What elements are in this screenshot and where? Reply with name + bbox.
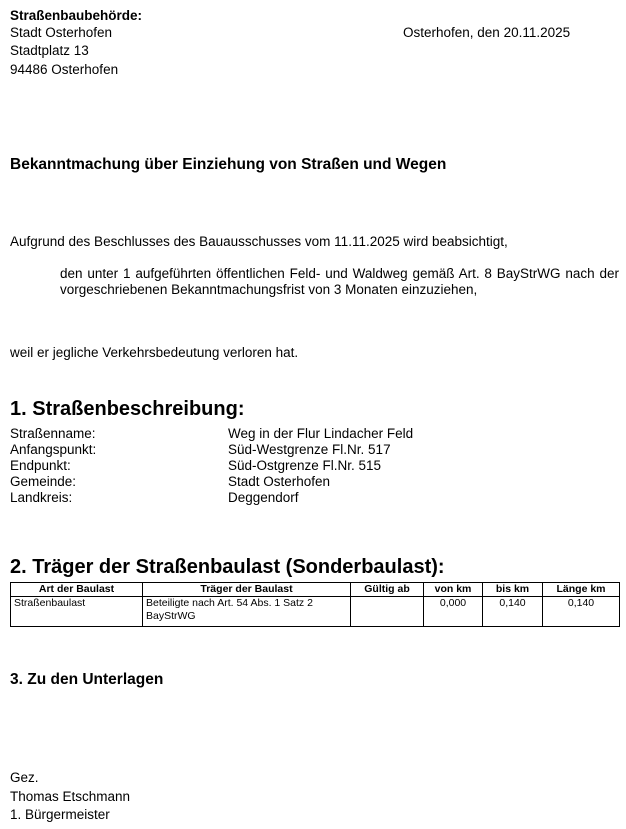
description-label: Landkreis:: [10, 490, 73, 505]
date-line: Osterhofen, den 20.11.2025: [403, 25, 571, 40]
street-description-list: [10, 426, 413, 506]
column-header: Art der Baulast: [11, 583, 143, 597]
description-value: Weg in der Flur Lindacher Feld: [228, 426, 414, 441]
description-row: [10, 458, 413, 474]
table-cell: Straßenbaulast: [11, 597, 143, 627]
table-cell: Beteiligte nach Art. 54 Abs. 1 Satz 2 BayStrWG: [143, 597, 351, 627]
description-value: Süd-Ostgrenze Fl.Nr. 515: [228, 458, 382, 473]
signature-role: 1. Bürgermeister: [10, 807, 110, 822]
description-row: [10, 474, 413, 490]
baulast-table: [10, 582, 620, 627]
section1-title: 1. Straßenbeschreibung:: [10, 398, 245, 420]
table-cell: 0,140: [543, 597, 620, 627]
document-heading: Bekanntmachung über Einziehung von Straßen und Wegen: [10, 156, 447, 173]
description-value: Deggendorf: [228, 490, 299, 505]
description-label: Endpunkt:: [10, 458, 71, 473]
description-row: [10, 442, 413, 458]
description-row: [10, 490, 413, 506]
sender-city: 94486 Osterhofen: [10, 62, 119, 77]
description-row: [10, 426, 413, 442]
column-header: Träger der Baulast: [143, 583, 351, 597]
description-label: Anfangspunkt:: [10, 442, 97, 457]
table-cell: 0,140: [483, 597, 543, 627]
description-value: Süd-Westgrenze Fl.Nr. 517: [228, 442, 391, 457]
table-row: [11, 597, 620, 627]
column-header: bis km: [483, 583, 543, 597]
authority-label: Straßenbaubehörde:: [10, 8, 143, 23]
section2-title: 2. Träger der Straßenbaulast (Sonderbaulast):: [10, 556, 445, 578]
intro-paragraph: Aufgrund des Beschlusses des Bauausschusses vom 11.11.2025 wird beabsichtigt,: [10, 234, 508, 249]
table-header-row: [11, 583, 620, 597]
signature-name: Thomas Etschmann: [10, 789, 131, 804]
column-header: Gültig ab: [351, 583, 424, 597]
sender-name: Stadt Osterhofen: [10, 25, 113, 40]
description-value: Stadt Osterhofen: [228, 474, 331, 489]
reason-paragraph: weil er jegliche Verkehrsbedeutung verloren hat.: [10, 345, 299, 360]
column-header: Länge km: [543, 583, 620, 597]
sender-street: Stadtplatz 13: [10, 43, 89, 58]
section3-title: 3. Zu den Unterlagen: [10, 671, 164, 688]
column-header: von km: [424, 583, 483, 597]
indented-paragraph: den unter 1 aufgeführten öffentlichen Feld- und Waldweg gemäß Art. 8 BayStrWG nach der vorgeschriebenen Bekanntmachungsfrist von 3 Monaten einzuziehen,: [60, 266, 619, 297]
description-label: Gemeinde:: [10, 474, 77, 489]
table-cell: 0,000: [424, 597, 483, 627]
signature-gez: Gez.: [10, 770, 39, 785]
description-label: Straßenname:: [10, 426, 96, 441]
table-cell: [351, 597, 424, 627]
